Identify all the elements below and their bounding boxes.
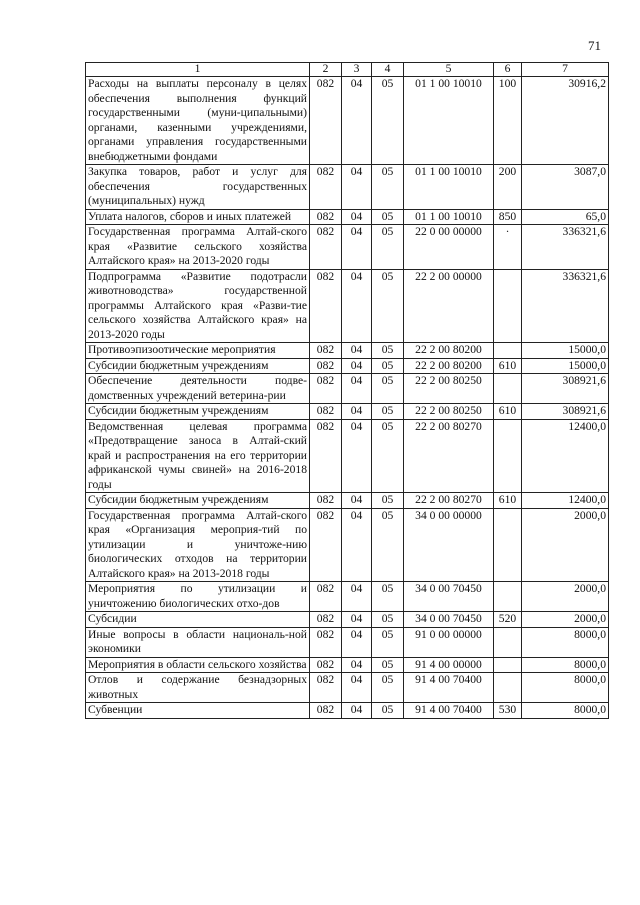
section-code-cell: 04 <box>342 493 372 509</box>
expense-type-cell <box>494 374 522 404</box>
amount-cell: 2000,0 <box>522 508 609 582</box>
amount-cell: 15000,0 <box>522 343 609 359</box>
table-row <box>86 493 609 509</box>
expense-type-cell <box>494 419 522 493</box>
section-code-cell: 04 <box>342 508 372 582</box>
item-name-cell: Обеспечение деятельности подве-домственных учреждений ветерина-рии <box>86 374 310 404</box>
section-code-cell: 04 <box>342 165 372 210</box>
item-name-cell: Противоэпизоотические мероприятия <box>86 343 310 359</box>
section-code-cell: 04 <box>342 657 372 673</box>
subsection-code-cell: 05 <box>372 673 404 703</box>
amount-cell: 2000,0 <box>522 582 609 612</box>
item-name-cell: Субсидии <box>86 612 310 628</box>
expense-type-cell: 100 <box>494 77 522 165</box>
target-article-cell: 22 2 00 80250 <box>404 404 494 420</box>
target-article-cell: 34 0 00 70450 <box>404 612 494 628</box>
target-article-cell: 01 1 00 10010 <box>404 209 494 225</box>
ministry-code-cell: 082 <box>310 703 342 719</box>
ministry-code-cell: 082 <box>310 269 342 343</box>
item-name-cell: Мероприятия в области сельского хозяйства <box>86 657 310 673</box>
target-article-cell: 22 2 00 80200 <box>404 343 494 359</box>
header-cell: 1 <box>86 63 310 77</box>
amount-cell: 15000,0 <box>522 358 609 374</box>
item-name-cell: Субсидии бюджетным учреждениям <box>86 404 310 420</box>
table-row <box>86 657 609 673</box>
target-article-cell: 01 1 00 10010 <box>404 165 494 210</box>
ministry-code-cell: 082 <box>310 673 342 703</box>
table-row <box>86 404 609 420</box>
target-article-cell: 22 2 00 80250 <box>404 374 494 404</box>
ministry-code-cell: 082 <box>310 225 342 270</box>
target-article-cell: 34 0 00 00000 <box>404 508 494 582</box>
section-code-cell: 04 <box>342 627 372 657</box>
item-name-cell: Иные вопросы в области националь-ной экономики <box>86 627 310 657</box>
subsection-code-cell: 05 <box>372 77 404 165</box>
table-row <box>86 703 609 719</box>
ministry-code-cell: 082 <box>310 404 342 420</box>
subsection-code-cell: 05 <box>372 612 404 628</box>
section-code-cell: 04 <box>342 374 372 404</box>
item-name-cell: Уплата налогов, сборов и иных платежей <box>86 209 310 225</box>
expense-type-cell <box>494 673 522 703</box>
target-article-cell: 01 1 00 10010 <box>404 77 494 165</box>
expense-type-cell <box>494 657 522 673</box>
expense-type-cell: 200 <box>494 165 522 210</box>
ministry-code-cell: 082 <box>310 209 342 225</box>
section-code-cell: 04 <box>342 358 372 374</box>
expense-type-cell <box>494 582 522 612</box>
subsection-code-cell: 05 <box>372 703 404 719</box>
expense-type-cell <box>494 627 522 657</box>
expense-type-cell: · <box>494 225 522 270</box>
ministry-code-cell: 082 <box>310 343 342 359</box>
item-name-cell: Подпрограмма «Развитие подотрасли животноводства» государственной программы Алтайского края «Разви-тие сельского хозяйства Алтайского края» на 2013-2020 годы <box>86 269 310 343</box>
amount-cell: 30916,2 <box>522 77 609 165</box>
subsection-code-cell: 05 <box>372 209 404 225</box>
table-row <box>86 582 609 612</box>
amount-cell: 8000,0 <box>522 673 609 703</box>
section-code-cell: 04 <box>342 419 372 493</box>
item-name-cell: Мероприятия по утилизации и уничтожению биологических отхо-дов <box>86 582 310 612</box>
item-name-cell: Государственная программа Алтай-ского края «Организация мероприя-тий по утилизации и уничтоже-нию биологических отходов на территории Алтайского края» на 2013-2018 годы <box>86 508 310 582</box>
target-article-cell: 22 0 00 00000 <box>404 225 494 270</box>
subsection-code-cell: 05 <box>372 582 404 612</box>
subsection-code-cell: 05 <box>372 358 404 374</box>
target-article-cell: 91 4 00 70400 <box>404 673 494 703</box>
section-code-cell: 04 <box>342 269 372 343</box>
item-name-cell: Ведомственная целевая программа «Предотвращение заноса в Алтай-ский край и распространения на его территории африканской чумы свиней» на 2016-2018 годы <box>86 419 310 493</box>
section-code-cell: 04 <box>342 225 372 270</box>
ministry-code-cell: 082 <box>310 627 342 657</box>
item-name-cell: Субсидии бюджетным учреждениям <box>86 358 310 374</box>
section-code-cell: 04 <box>342 404 372 420</box>
expense-type-cell: 610 <box>494 358 522 374</box>
subsection-code-cell: 05 <box>372 165 404 210</box>
ministry-code-cell: 082 <box>310 582 342 612</box>
table-row <box>86 165 609 210</box>
target-article-cell: 91 0 00 00000 <box>404 627 494 657</box>
ministry-code-cell: 082 <box>310 77 342 165</box>
subsection-code-cell: 05 <box>372 225 404 270</box>
amount-cell: 3087,0 <box>522 165 609 210</box>
subsection-code-cell: 05 <box>372 508 404 582</box>
section-code-cell: 04 <box>342 673 372 703</box>
table-row <box>86 343 609 359</box>
amount-cell: 65,0 <box>522 209 609 225</box>
amount-cell: 336321,6 <box>522 225 609 270</box>
item-name-cell: Субсидии бюджетным учреждениям <box>86 493 310 509</box>
header-cell: 3 <box>342 63 372 77</box>
table-row <box>86 612 609 628</box>
budget-table <box>85 62 609 719</box>
section-code-cell: 04 <box>342 703 372 719</box>
table-row <box>86 508 609 582</box>
section-code-cell: 04 <box>342 77 372 165</box>
item-name-cell: Расходы на выплаты персоналу в целях обеспечения выполнения функций государственными (муни-ципальными) органами, казенными учреждениями, органами управления государственными внебюджетными фондами <box>86 77 310 165</box>
section-code-cell: 04 <box>342 612 372 628</box>
ministry-code-cell: 082 <box>310 508 342 582</box>
expense-type-cell: 610 <box>494 404 522 420</box>
table-header-row <box>86 63 609 77</box>
expense-type-cell <box>494 508 522 582</box>
table-row <box>86 269 609 343</box>
ministry-code-cell: 082 <box>310 165 342 210</box>
ministry-code-cell: 082 <box>310 612 342 628</box>
ministry-code-cell: 082 <box>310 374 342 404</box>
amount-cell: 308921,6 <box>522 374 609 404</box>
ministry-code-cell: 082 <box>310 493 342 509</box>
target-article-cell: 34 0 00 70450 <box>404 582 494 612</box>
amount-cell: 12400,0 <box>522 493 609 509</box>
expense-type-cell: 530 <box>494 703 522 719</box>
target-article-cell: 22 2 00 80200 <box>404 358 494 374</box>
subsection-code-cell: 05 <box>372 493 404 509</box>
amount-cell: 12400,0 <box>522 419 609 493</box>
amount-cell: 308921,6 <box>522 404 609 420</box>
table-row <box>86 209 609 225</box>
target-article-cell: 22 2 00 80270 <box>404 419 494 493</box>
target-article-cell: 91 4 00 70400 <box>404 703 494 719</box>
item-name-cell: Отлов и содержание безнадзорных животных <box>86 673 310 703</box>
subsection-code-cell: 05 <box>372 419 404 493</box>
item-name-cell: Закупка товаров, работ и услуг для обеспечения государственных (муниципальных) нужд <box>86 165 310 210</box>
amount-cell: 336321,6 <box>522 269 609 343</box>
subsection-code-cell: 05 <box>372 374 404 404</box>
table-row <box>86 374 609 404</box>
expense-type-cell: 610 <box>494 493 522 509</box>
header-cell: 5 <box>404 63 494 77</box>
ministry-code-cell: 082 <box>310 657 342 673</box>
item-name-cell: Государственная программа Алтай-ского края «Развитие сельского хозяйства Алтайского края» на 2013-2020 годы <box>86 225 310 270</box>
amount-cell: 8000,0 <box>522 703 609 719</box>
table-row <box>86 358 609 374</box>
subsection-code-cell: 05 <box>372 269 404 343</box>
expense-type-cell: 850 <box>494 209 522 225</box>
table-row <box>86 77 609 165</box>
expense-type-cell: 520 <box>494 612 522 628</box>
expense-type-cell <box>494 269 522 343</box>
expense-type-cell <box>494 343 522 359</box>
table-row <box>86 673 609 703</box>
section-code-cell: 04 <box>342 209 372 225</box>
header-cell: 6 <box>494 63 522 77</box>
header-cell: 4 <box>372 63 404 77</box>
section-code-cell: 04 <box>342 343 372 359</box>
amount-cell: 8000,0 <box>522 657 609 673</box>
ministry-code-cell: 082 <box>310 419 342 493</box>
amount-cell: 8000,0 <box>522 627 609 657</box>
subsection-code-cell: 05 <box>372 343 404 359</box>
header-cell: 2 <box>310 63 342 77</box>
ministry-code-cell: 082 <box>310 358 342 374</box>
target-article-cell: 22 2 00 00000 <box>404 269 494 343</box>
section-code-cell: 04 <box>342 582 372 612</box>
item-name-cell: Субвенции <box>86 703 310 719</box>
table-row <box>86 225 609 270</box>
amount-cell: 2000,0 <box>522 612 609 628</box>
header-cell: 7 <box>522 63 609 77</box>
subsection-code-cell: 05 <box>372 404 404 420</box>
subsection-code-cell: 05 <box>372 657 404 673</box>
subsection-code-cell: 05 <box>372 627 404 657</box>
page-number: 71 <box>588 38 601 53</box>
target-article-cell: 22 2 00 80270 <box>404 493 494 509</box>
table-row <box>86 627 609 657</box>
table-row <box>86 419 609 493</box>
target-article-cell: 91 4 00 00000 <box>404 657 494 673</box>
